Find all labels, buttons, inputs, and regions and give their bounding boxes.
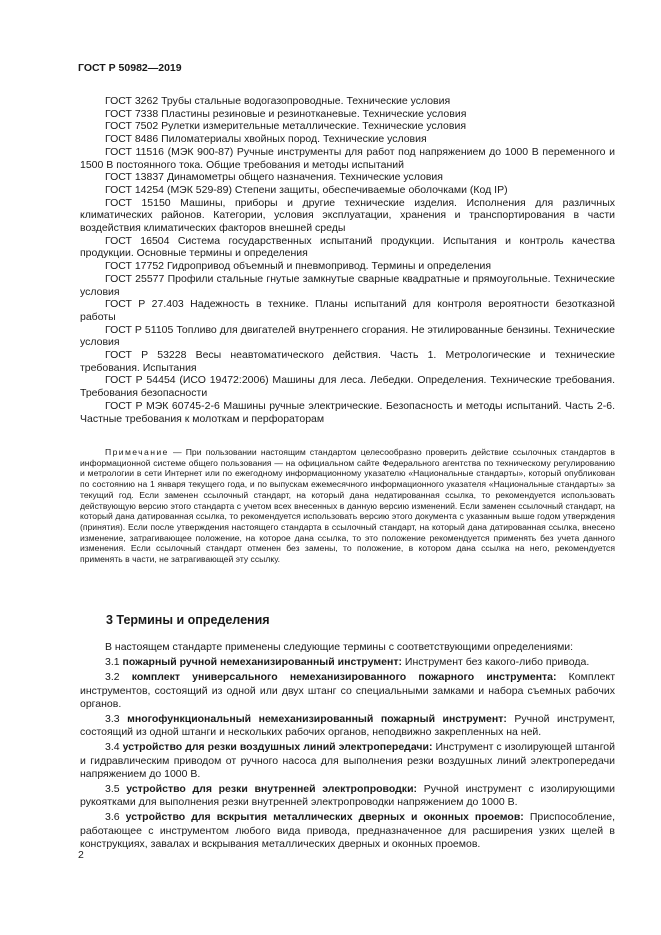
reference-item: ГОСТ 15150 Машины, приборы и другие технические изделия. Исполнения для различных климатических районов. Категории, условия эксплуатации, хранения и транспортирования в части воздействия климатических факторов внешней среды — [80, 196, 615, 235]
term-definition — [80, 671, 615, 711]
term-text: Комплект инструментов, состоящий из одной или двух штанг со специальными замками и набора съемных рабочих органов. — [80, 671, 615, 710]
term-text: Ручной инструмент с изолирующими рукоятками для выполнения резки внутренней электропроводки напряжением до 1000 В. — [80, 783, 615, 809]
term-definition — [80, 783, 615, 809]
reference-item: ГОСТ 13837 Динамометры общего назначения. Технические условия — [105, 171, 443, 184]
term-number: 3.1 — [105, 656, 123, 669]
term-definition — [80, 811, 615, 851]
term-text: Инструмент без какого-либо привода. — [402, 656, 590, 669]
normative-references-list — [80, 95, 615, 425]
term-definition — [80, 741, 615, 781]
reference-item: ГОСТ Р 51105 Топливо для двигателей внутреннего сгорания. Не этилированные бензины. Технические условия — [80, 323, 615, 349]
reference-item: ГОСТ 11516 (МЭК 900-87) Ручные инструменты для работ под напряжением до 1000 В переменного и 1500 В постоянного тока. Общие требования и методы испытаний — [80, 145, 615, 171]
term-number: 3.2 — [105, 671, 132, 684]
term-definition — [80, 713, 615, 739]
term-number: 3.3 — [105, 713, 128, 726]
term-name: устройство для резки внутренней электропроводки: — [126, 783, 418, 796]
reference-item: ГОСТ 16504 Система государственных испытаний продукции. Испытания и контроль качества продукции. Основные термины и определения — [80, 234, 615, 260]
term-name: многофункциональный немеханизированный пожарный инструмент: — [127, 713, 507, 726]
term-text: Приспособление, работающее с инструментом любого вида привода, предназначенное для расширения узких щелей в конструкциях, завалах и вскрывания металлических дверных и оконных проемов. — [80, 811, 615, 850]
reference-item: ГОСТ Р 54454 (ИСО 19472:2006) Машины для леса. Лебедки. Определения. Технические требования. Требования безопасности — [80, 374, 615, 400]
term-name: устройство для резки воздушных линий электропередачи: — [122, 741, 433, 754]
note-label: Примечание — [105, 447, 169, 457]
term-number: 3.5 — [105, 783, 127, 796]
reference-item: ГОСТ Р 27.403 Надежность в технике. Планы испытаний для контроля вероятности безотказной работы — [80, 298, 615, 323]
note-text: — При пользовании настоящим стандартом целесообразно проверить действие ссылочных стандартов в информационной системе общего пользования — на официальном сайте Федерального агентства по техническому регулированию и метрологии в сети Интернет или по ежегодному информационному указателю «Национальные стандарты», который опубликован по состоянию на 1 января текущего года, и по выпускам ежемесячного информационного указателя «Национальные стандарты» за текущий год. Если заменен ссылочный стандарт, на который дана недатированная ссылка, то рекомендуется использовать действующую версию этого стандарта с учетом всех внесенных в данную версию изменений. Если заменен ссылочный стандарт, на который дана датированная ссылка, то рекомендуется использовать версию этого документа с указанным выше годом утверждения (принятия). Если после утверждения настоящего стандарта в ссылочный стандарт, на который дана датированная ссылка, внесено изменение, затрагивающее положение, на которое дана ссылка, то это положение рекомендуется применять без учета данного изменения. Если ссылочный стандарт отменен без замены, то положение, в котором дана ссылка на него, рекомендуется применять в части, не затрагивающей эту ссылку. — [80, 447, 615, 565]
reference-item: ГОСТ 7338 Пластины резиновые и резинотканевые. Технические условия — [105, 107, 467, 120]
term-name: комплект универсального немеханизированного пожарного инструмента: — [131, 671, 557, 684]
reference-item: ГОСТ 7502 Рулетки измерительные металлические. Технические условия — [105, 120, 467, 133]
terms-list — [80, 641, 615, 851]
terms-intro: В настоящем стандарте применены следующие термины с соответствующими определениями: — [105, 641, 574, 653]
term-name: пожарный ручной немеханизированный инструмент: — [122, 656, 402, 669]
reference-item: ГОСТ 3262 Трубы стальные водогазопроводные. Технические условия — [105, 95, 451, 107]
section-title: 3 Термины и определения — [106, 613, 270, 627]
reference-item: ГОСТ Р 53228 Весы неавтоматического действия. Часть 1. Метрологические и технические требования. Испытания — [80, 349, 615, 374]
term-number: 3.6 — [105, 811, 126, 824]
term-text: Инструмент с изолирующей штангой и гидравлическим приводом от ручного насоса для выполнения резки воздушных линий электропередачи напряжением до 1000 В. — [80, 741, 616, 780]
term-name: устройство для вскрытия металлических дверных и оконных проемов: — [125, 811, 524, 824]
reference-item: ГОСТ Р МЭК 60745-2-6 Машины ручные электрические. Безопасность и методы испытаний. Часть 2-6. Частные требования к молоткам и перфораторам — [80, 399, 615, 425]
page-header-title: ГОСТ Р 50982—2019 — [78, 62, 182, 74]
note-paragraph — [80, 447, 615, 565]
term-text: Ручной инструмент, состоящий из одной штанги и нескольких рабочих органов, неподвижно закрепленных на ней. — [80, 713, 616, 739]
reference-item: ГОСТ 25577 Профили стальные гнутые замкнутые сварные квадратные и прямоугольные. Технические условия — [80, 272, 615, 298]
reference-item: ГОСТ 17752 Гидропривод объемный и пневмопривод. Термины и определения — [105, 260, 492, 273]
note-block — [80, 447, 615, 565]
page-number: 2 — [78, 849, 84, 861]
reference-item: ГОСТ 8486 Пиломатериалы хвойных пород. Технические условия — [105, 133, 427, 146]
reference-item: ГОСТ 14254 (МЭК 529-89) Степени защиты, обеспечиваемые оболочками (Код IP) — [105, 183, 508, 196]
term-number: 3.4 — [105, 741, 123, 754]
term-definition — [80, 656, 615, 669]
